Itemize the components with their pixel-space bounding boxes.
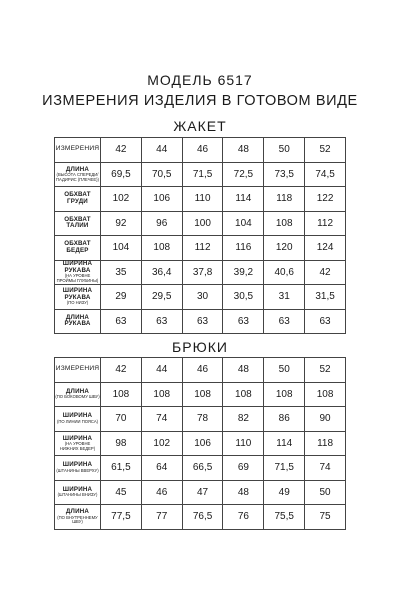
size-header-cell: 44 <box>141 138 182 163</box>
measurement-cell: 82 <box>223 407 264 432</box>
measurement-cell: 36,4 <box>141 260 182 285</box>
measurement-cell: 37,8 <box>182 260 223 285</box>
measurement-cell: 104 <box>223 211 264 236</box>
measurement-cell: 116 <box>223 236 264 261</box>
row-label-cell <box>55 456 101 481</box>
measurement-cell: 92 <box>101 211 142 236</box>
measurement-cell: 90 <box>305 407 346 432</box>
measurement-cell: 78 <box>182 407 223 432</box>
size-header-cell: 46 <box>182 358 223 383</box>
measurement-cell: 64 <box>141 456 182 481</box>
measurement-cell: 118 <box>305 431 346 456</box>
measurement-cell: 30,5 <box>223 285 264 310</box>
measurement-cell: 110 <box>223 431 264 456</box>
model-title: МОДЕЛЬ 6517 <box>147 72 253 88</box>
measurement-cell: 63 <box>141 309 182 334</box>
row-label-cell <box>55 285 101 310</box>
measurement-cell: 120 <box>264 236 305 261</box>
measurement-cell: 110 <box>182 187 223 212</box>
table-row <box>55 382 346 407</box>
row-label-note: (ВЫСОТА СПЕРЕДИ/ПАДИРИС (ПЛЕЧЕЕ)) <box>56 172 99 182</box>
measurement-cell: 108 <box>305 382 346 407</box>
measurement-cell: 100 <box>182 211 223 236</box>
trousers-section-title: БРЮКИ <box>172 339 228 355</box>
row-label: ШИРИНА РУКАВА <box>62 287 93 301</box>
table-row <box>55 505 346 530</box>
measurement-cell: 66,5 <box>182 456 223 481</box>
measurement-cell: 104 <box>101 236 142 261</box>
measurement-cell: 71,5 <box>182 162 223 187</box>
size-header-cell: 52 <box>305 358 346 383</box>
measurement-cell: 73,5 <box>264 162 305 187</box>
header-label-cell <box>55 358 101 383</box>
header-label: ИЗМЕРЕНИЯ <box>55 365 100 373</box>
table-row <box>55 187 346 212</box>
page-title: ИЗМЕРЕНИЯ ИЗДЕЛИЯ В ГОТОВОМ ВИДЕ <box>42 93 358 109</box>
row-label-cell <box>55 382 101 407</box>
measurement-cell: 108 <box>223 382 264 407</box>
measurement-cell: 76 <box>223 505 264 530</box>
size-header-cell: 50 <box>264 358 305 383</box>
table-row <box>55 456 346 481</box>
row-label: ОБХВАТ ТАЛИИ <box>64 215 91 230</box>
measurement-cell: 122 <box>305 187 346 212</box>
size-header-cell: 42 <box>101 358 142 383</box>
measurement-cell: 29 <box>101 285 142 310</box>
row-label-note: (НА УРОВНЕ ПРОЙМЫ ГЛУБИНЫ) <box>56 273 99 283</box>
measurement-cell: 98 <box>101 431 142 456</box>
row-label-cell <box>55 505 101 530</box>
measurement-cell: 108 <box>101 382 142 407</box>
row-label: ОБХВАТ БЕДЕР <box>64 240 91 254</box>
measurement-cell: 86 <box>264 407 305 432</box>
size-header-cell: 48 <box>223 358 264 383</box>
jacket-size-table <box>54 137 346 334</box>
size-header-cell: 52 <box>305 138 346 163</box>
measurement-cell: 63 <box>305 309 346 334</box>
measurement-cell: 63 <box>223 309 264 334</box>
measurement-cell: 45 <box>101 480 142 505</box>
row-label: ОБХВАТ ГРУДИ <box>64 191 91 205</box>
measurement-cell: 118 <box>264 187 305 212</box>
measurement-cell: 75,5 <box>264 505 305 530</box>
measurement-cell: 96 <box>141 211 182 236</box>
measurement-cell: 102 <box>141 431 182 456</box>
measurement-cell: 30 <box>182 285 223 310</box>
header-label-cell <box>55 138 101 163</box>
measurement-cell: 40,6 <box>264 260 305 285</box>
measurement-cell: 102 <box>101 187 142 212</box>
measurement-cell: 74 <box>141 407 182 432</box>
table-row <box>55 211 346 236</box>
measurement-cell: 31 <box>264 285 305 310</box>
row-label-cell <box>55 480 101 505</box>
measurement-cell: 77 <box>141 505 182 530</box>
row-label-note: (ШТАНИНЫ ВНИЗУ) <box>57 492 98 498</box>
row-label: ДЛИНА <box>65 165 90 173</box>
size-header-cell: 46 <box>182 138 223 163</box>
measurement-cell: 72,5 <box>223 162 264 187</box>
measurement-cell: 108 <box>141 236 182 261</box>
size-header-cell: 44 <box>141 358 182 383</box>
measurement-cell: 61,5 <box>101 456 142 481</box>
size-header-cell: 42 <box>101 138 142 163</box>
table-row <box>55 480 346 505</box>
jacket-section-title: ЖАКЕТ <box>173 118 227 134</box>
row-label-cell <box>55 162 101 187</box>
measurement-cell: 47 <box>182 480 223 505</box>
row-label: ДЛИНА <box>65 387 90 395</box>
measurement-cell: 108 <box>264 382 305 407</box>
row-label-cell <box>55 309 101 334</box>
row-label: ШИРИНА <box>62 485 93 493</box>
measurement-cell: 29,5 <box>141 285 182 310</box>
measurement-cell: 48 <box>223 480 264 505</box>
size-header-cell: 48 <box>223 138 264 163</box>
measurement-cell: 77,5 <box>101 505 142 530</box>
measurement-cell: 112 <box>305 211 346 236</box>
measurement-cell: 106 <box>141 187 182 212</box>
row-label-cell <box>55 260 101 285</box>
row-label: ДЛИНА <box>65 508 90 516</box>
row-label-cell <box>55 407 101 432</box>
measurement-cell: 63 <box>182 309 223 334</box>
measurement-cell: 112 <box>182 236 223 261</box>
row-label-note: (НА УРОВНЕ НИЖНИХ БЕДЕР) <box>59 441 96 451</box>
measurement-cell: 74 <box>305 456 346 481</box>
measurement-cell: 46 <box>141 480 182 505</box>
size-header-cell: 50 <box>264 138 305 163</box>
measurement-cell: 108 <box>264 211 305 236</box>
measurement-cell: 124 <box>305 236 346 261</box>
table-row <box>55 236 346 261</box>
measurement-cell: 49 <box>264 480 305 505</box>
measurement-cell: 71,5 <box>264 456 305 481</box>
measurement-cell: 106 <box>182 431 223 456</box>
row-label-note: (ШТАНИНЫ ВВЕРХУ) <box>56 467 99 473</box>
table-header-row <box>55 138 346 163</box>
measurement-cell: 114 <box>264 431 305 456</box>
row-label-cell <box>55 236 101 261</box>
row-label-cell <box>55 187 101 212</box>
measurement-cell: 114 <box>223 187 264 212</box>
measurement-cell: 69,5 <box>101 162 142 187</box>
row-label-cell <box>55 431 101 456</box>
row-label: ШИРИНА РУКАВА <box>62 260 93 274</box>
table-row <box>55 260 346 285</box>
measurement-cell: 69 <box>223 456 264 481</box>
table-header-row <box>55 358 346 383</box>
measurement-cell: 63 <box>101 309 142 334</box>
measurement-cell: 75 <box>305 505 346 530</box>
measurement-cell: 63 <box>264 309 305 334</box>
row-label-note: (ПО НИЗУ) <box>66 300 89 306</box>
measurement-cell: 70 <box>101 407 142 432</box>
measurement-cell: 39,2 <box>223 260 264 285</box>
table-row <box>55 431 346 456</box>
row-label-note: (ПО ВНУТРЕННЕМУ ШВУ) <box>57 514 98 524</box>
measurement-cell: 35 <box>101 260 142 285</box>
measurement-cell: 31,5 <box>305 285 346 310</box>
table-row <box>55 162 346 187</box>
row-label: ШИРИНА <box>62 434 93 442</box>
measurement-cell: 76,5 <box>182 505 223 530</box>
row-label-note: (ПО ЛИНИИ ПОЯСА) <box>56 418 99 424</box>
table-row <box>55 407 346 432</box>
measurement-cell: 108 <box>141 382 182 407</box>
row-label-cell <box>55 211 101 236</box>
measurement-cell: 70,5 <box>141 162 182 187</box>
row-label: ДЛИНА РУКАВА <box>64 313 91 328</box>
trousers-size-table <box>54 357 346 530</box>
measurement-cell: 50 <box>305 480 346 505</box>
table-row <box>55 309 346 334</box>
row-label-note: (ПО БОКОВОМУ ШВУ) <box>55 394 100 400</box>
measurement-cell: 108 <box>182 382 223 407</box>
row-label: ШИРИНА <box>62 461 93 469</box>
measurement-cell: 74,5 <box>305 162 346 187</box>
table-row <box>55 285 346 310</box>
header-label: ИЗМЕРЕНИЯ <box>55 145 100 153</box>
measurement-cell: 42 <box>305 260 346 285</box>
row-label: ШИРИНА <box>62 412 93 420</box>
